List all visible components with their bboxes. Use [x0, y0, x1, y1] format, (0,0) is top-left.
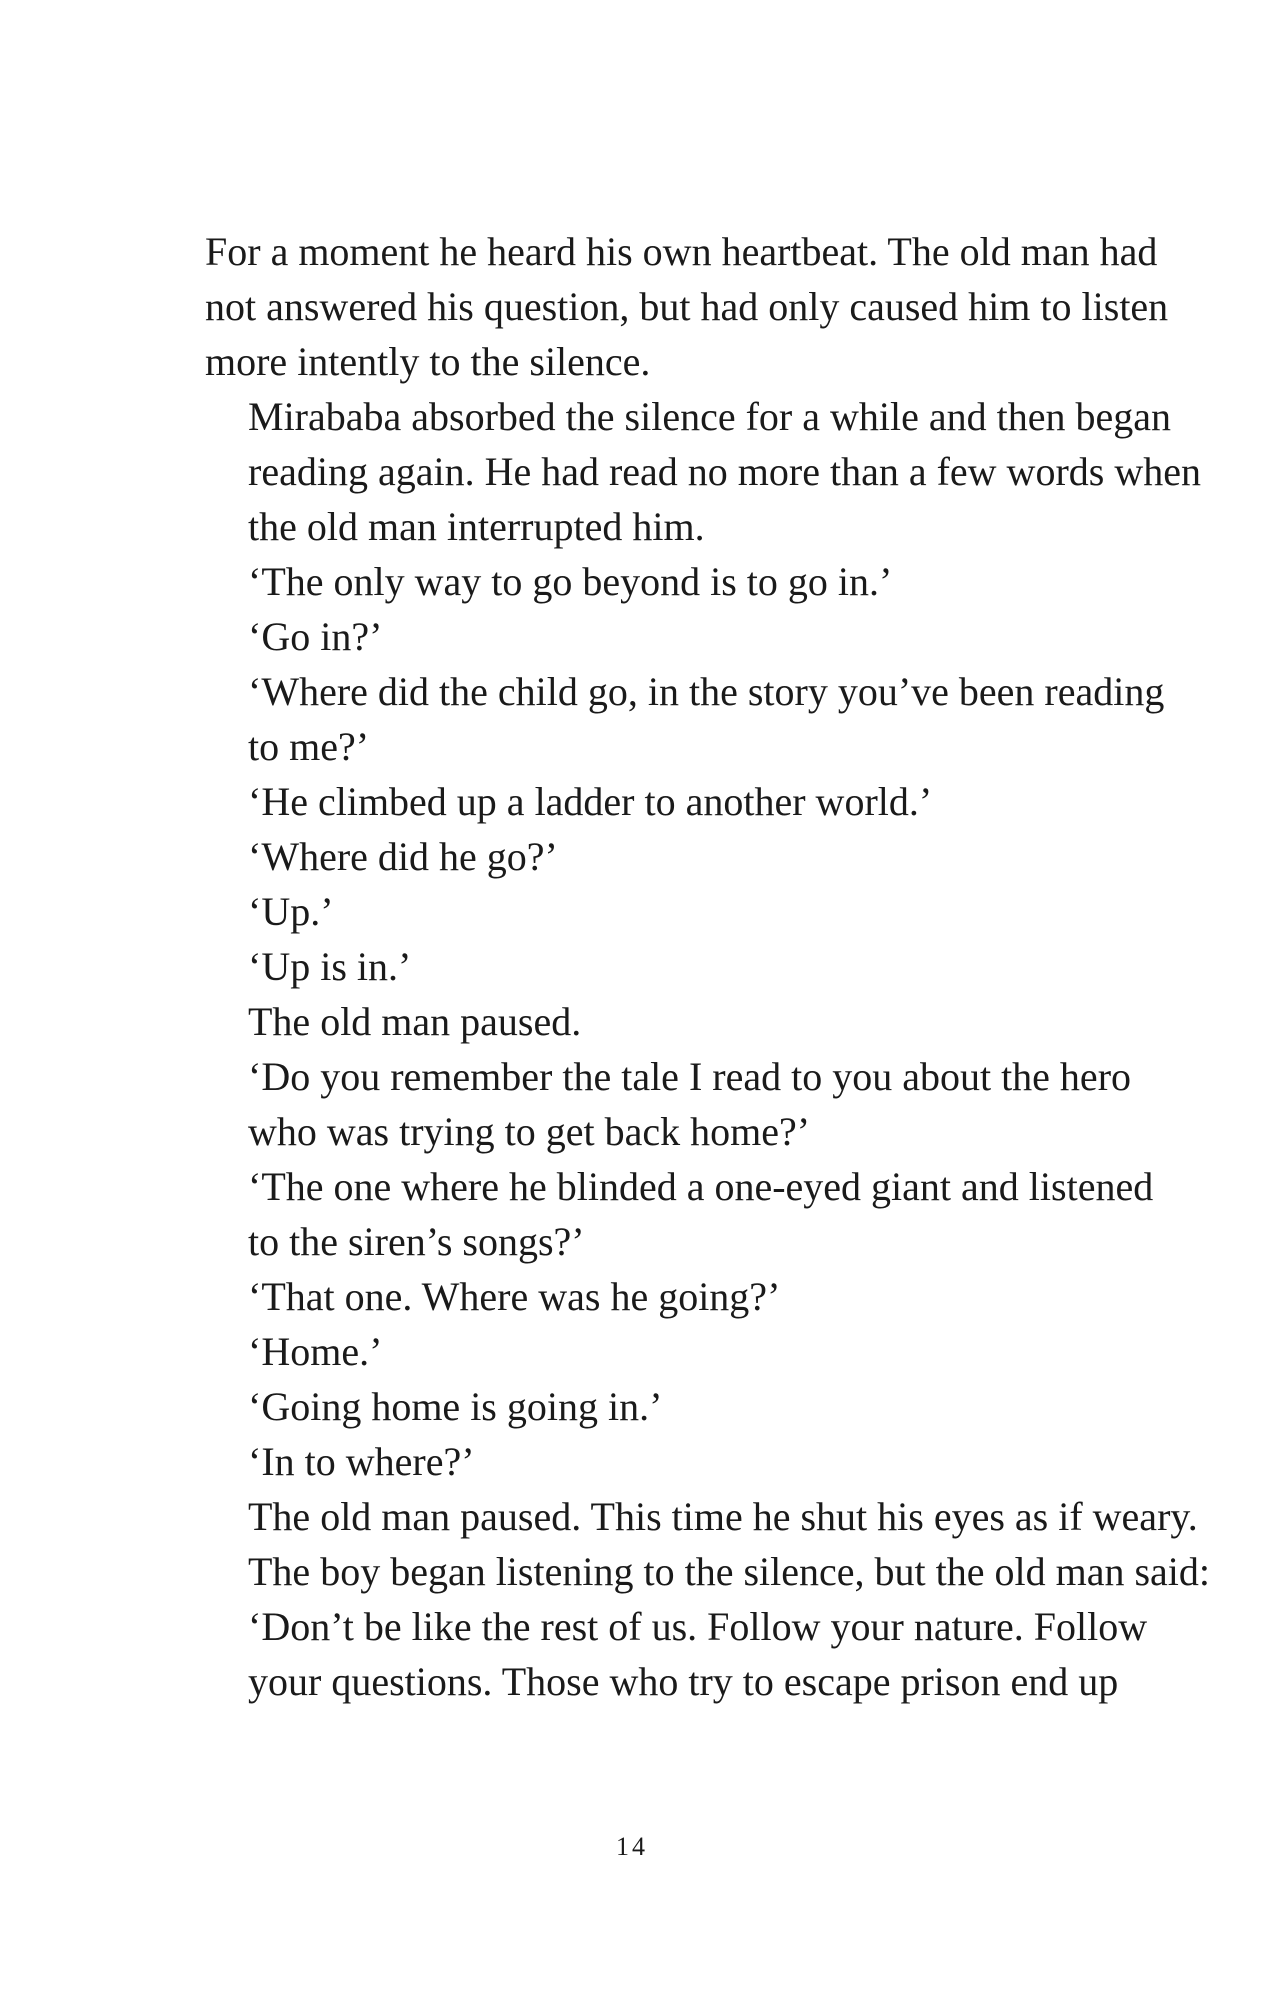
paragraph: [205, 774, 1095, 829]
text-line: The boy began listening to the silence, but the old man said:: [248, 1549, 1211, 1594]
text-line: ‘Home.’: [248, 1329, 383, 1374]
text-line: ‘Go in?’: [248, 614, 383, 659]
text-line: For a moment he heard his own heartbeat. The old man had: [205, 229, 1158, 274]
paragraph: [205, 1049, 1132, 1159]
page-body-text: [205, 224, 1211, 1709]
paragraph: [205, 664, 1165, 774]
text-line: ‘That one. Where was he going?’: [248, 1274, 781, 1319]
text-line: ‘Up is in.’: [248, 944, 412, 989]
text-line: ‘Don’t be like the rest of us. Follow your nature. Follow: [248, 1604, 1148, 1649]
paragraph: [205, 1379, 1095, 1434]
paragraph: [205, 1434, 1095, 1489]
paragraph: [205, 609, 1095, 664]
text-line: ‘The only way to go beyond is to go in.’: [248, 559, 893, 604]
text-line: ‘In to where?’: [248, 1439, 475, 1484]
text-line: ‘He climbed up a ladder to another world.’: [248, 779, 933, 824]
text-line: ‘Where did he go?’: [248, 834, 558, 879]
paragraph: [205, 994, 1095, 1049]
text-line: Mirababa absorbed the silence for a while and then began: [248, 394, 1171, 439]
paragraph: [205, 829, 1095, 884]
text-line: more intently to the silence.: [205, 339, 651, 384]
paragraph: [205, 554, 1095, 609]
text-line: your questions. Those who try to escape prison end up: [248, 1659, 1119, 1704]
text-line: to the siren’s songs?’: [248, 1219, 585, 1264]
paragraph: [205, 224, 1169, 389]
paragraph: [205, 1599, 1148, 1709]
text-line: ‘Going home is going in.’: [248, 1384, 663, 1429]
page-number: 14: [616, 1832, 648, 1861]
text-line: the old man interrupted him.: [248, 504, 705, 549]
text-line: reading again. He had read no more than a few words when: [248, 449, 1201, 494]
paragraph: [205, 1324, 1095, 1379]
text-line: The old man paused. This time he shut his eyes as if weary.: [248, 1494, 1198, 1539]
paragraph: [205, 1159, 1154, 1269]
text-line: not answered his question, but had only caused him to listen: [205, 284, 1169, 329]
paragraph: [205, 389, 1201, 554]
text-line: to me?’: [248, 724, 370, 769]
text-line: The old man paused.: [248, 999, 582, 1044]
paragraph: [205, 1269, 1095, 1324]
text-line: who was trying to get back home?’: [248, 1109, 811, 1154]
text-line: ‘The one where he blinded a one-eyed giant and listened: [248, 1164, 1154, 1209]
text-line: ‘Up.’: [248, 889, 334, 934]
paragraph: [205, 939, 1095, 994]
paragraph: [205, 884, 1095, 939]
text-line: ‘Where did the child go, in the story you’ve been reading: [248, 669, 1165, 714]
paragraph: [205, 1489, 1211, 1599]
text-line: ‘Do you remember the tale I read to you about the hero: [248, 1054, 1132, 1099]
